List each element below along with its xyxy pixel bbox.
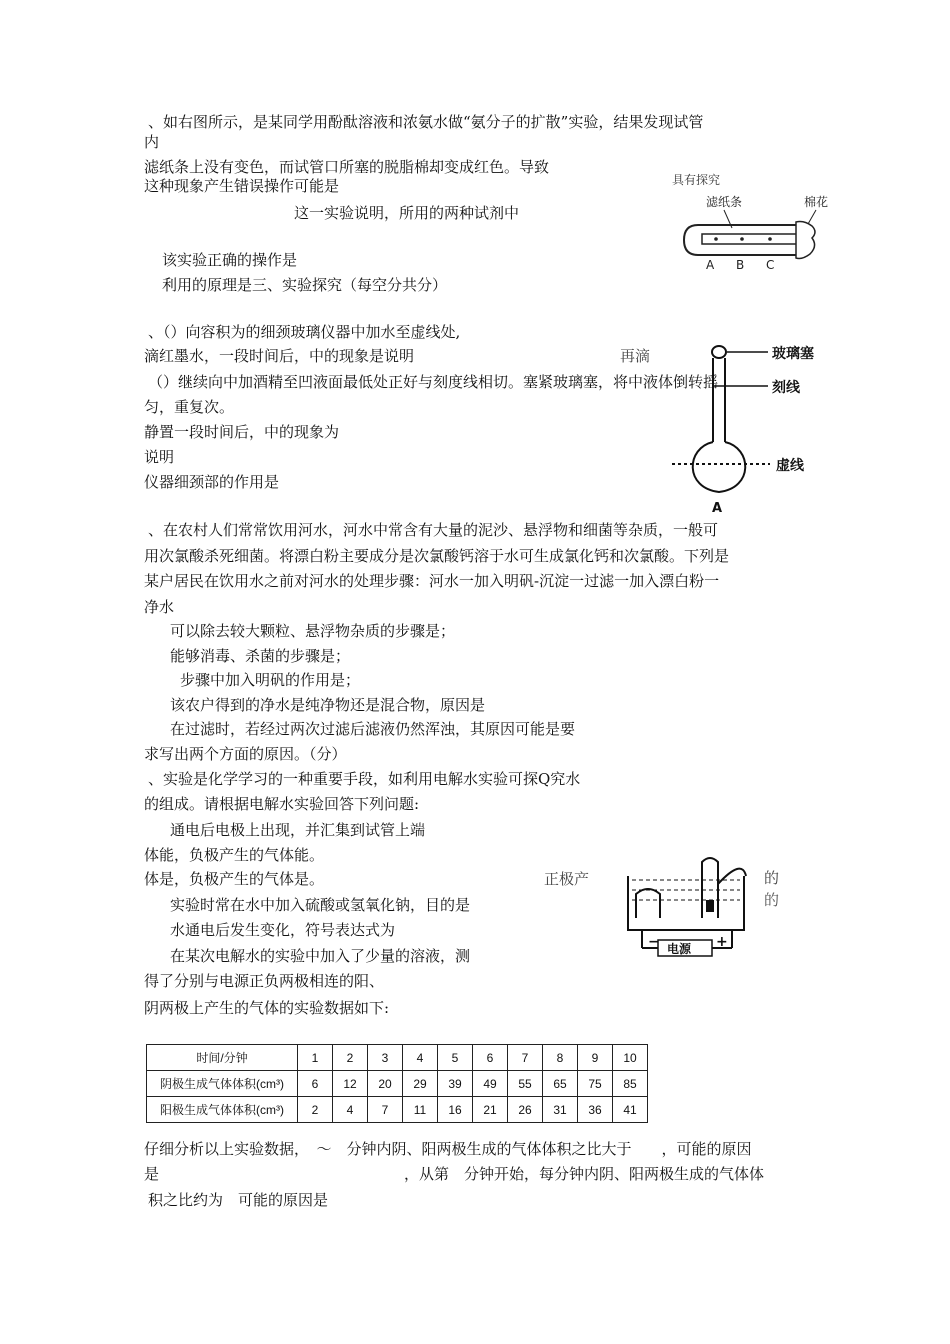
table-header-row [147, 1045, 648, 1071]
cathode-value-cell: 29 [403, 1071, 438, 1097]
flask-a-label: A [712, 501, 723, 514]
plus-sign: + [716, 934, 728, 950]
anode-value-cell: 16 [438, 1097, 473, 1123]
point-a-label: A [706, 258, 715, 272]
point-c-label: C [766, 258, 775, 272]
time-cell: 9 [578, 1045, 613, 1071]
q2-line-6: 说明 [144, 448, 175, 466]
q4-line-7: 水通电后发生变化，符号表达式为 [170, 921, 396, 939]
dashed-line-label: 虚线 [776, 458, 804, 474]
q3-line-1: 、在农村人们常常饮用河水，河水中常含有大量的泥沙、悬浮物和细菌等杂质，一般可 [148, 521, 719, 539]
time-cell: 1 [298, 1045, 333, 1071]
anode-label-cell: 阳极生成气体体积(cm³) [147, 1097, 298, 1123]
q3-line-4: 净水 [144, 598, 175, 616]
time-cell: 2 [333, 1045, 368, 1071]
q2-line-7: 仪器细颈部的作用是 [144, 473, 280, 491]
q4-line-8: 在某次电解水的实验中加入了少量的溶液，测 [170, 947, 471, 965]
anode-value-cell: 31 [543, 1097, 578, 1123]
cathode-value-cell: 39 [438, 1071, 473, 1097]
cotton-plug [796, 222, 815, 259]
q4-line-1: 、实验是化学学习的一种重要手段，如利用电解水实验可探Q究水 [148, 770, 581, 788]
time-cell: 4 [403, 1045, 438, 1071]
anode-value-cell: 36 [578, 1097, 613, 1123]
power-source-label: 电源 [667, 942, 692, 956]
flask-bulb [693, 442, 746, 492]
cathode-value-cell: 6 [298, 1071, 333, 1097]
q1-line-6: 利用的原理是三、实验探究（每空分共分） [162, 276, 448, 294]
filter-paper-label: 滤纸条 [706, 195, 743, 209]
tube-left [636, 889, 660, 918]
q2-line-2-side: 再滴 [620, 347, 651, 365]
q1-line-4: 这一实验说明，所用的两种试剂中 [294, 204, 520, 222]
q3-line-7: 步骤中加入明矾的作用是； [180, 671, 361, 689]
gas-volume-table [146, 1044, 648, 1123]
q2-line-3: （）继续向中加酒精至凹液面最低处正好与刻度线相切。塞紧玻璃塞，将中液体倒转摇 [148, 373, 719, 391]
cathode-value-cell: 49 [473, 1071, 508, 1097]
table-row [147, 1071, 648, 1097]
anode-value-cell: 26 [508, 1097, 543, 1123]
q2-line-5: 静置一段时间后，中的现象为 [144, 423, 340, 441]
q2-line-1: 、（）向容积为的细颈玻璃仪器中加水至虚线处, [148, 323, 461, 341]
q3-line-10: 求写出两个方面的原因。（分） [144, 745, 347, 763]
anode-value-cell: 2 [298, 1097, 333, 1123]
q1-line-1b: 内 [144, 133, 160, 151]
time-cell: 5 [438, 1045, 473, 1071]
cathode-value-cell: 12 [333, 1071, 368, 1097]
cathode-value-cell: 75 [578, 1071, 613, 1097]
q4-line-10: 阴两极上产生的气体的实验数据如下: [144, 999, 390, 1017]
q4-line-2: 的组成。请根据电解水实验回答下列问题: [144, 795, 420, 813]
after-line-1: 仔细分析以上实验数据， ～ 分钟内阴、阳两极生成的气体体积之比大于 ，可能的原因 [144, 1140, 752, 1158]
q1-line-2: 滤纸条上没有变色，而试管口所塞的脱脂棉却变成红色。导致 [144, 158, 550, 176]
mark-line-label: 刻线 [772, 380, 800, 396]
cathode-value-cell: 20 [368, 1071, 403, 1097]
cathode-label-cell: 阴极生成气体体积(cm³) [147, 1071, 298, 1097]
q2-line-4: 匀，重复次。 [144, 398, 235, 416]
electrolysis-figure [622, 854, 762, 960]
after-line-2b: ，从第 分钟开始，每分钟内阴、阳两极生成的气体体 [404, 1165, 765, 1183]
q3-line-3: 某户居民在饮用水之前对河水的处理步骤：河水一加入明矾-沉淀一过滤一加入漂白粉一 [144, 572, 720, 590]
anode-value-cell: 21 [473, 1097, 508, 1123]
q4-line-4: 体能，负极产生的气体能。 [144, 846, 325, 864]
minus-sign: − [648, 934, 660, 950]
time-cell: 7 [508, 1045, 543, 1071]
q3-line-5: 可以除去较大颗粒、悬浮物杂质的步骤是； [170, 622, 456, 640]
time-cell: 8 [543, 1045, 578, 1071]
test-tube [684, 225, 796, 255]
q1-line-3: 这种现象产生错误操作可能是 [144, 177, 340, 195]
test-tube-figure [666, 168, 836, 274]
glass-stopper [712, 346, 726, 358]
q2-line-2: 滴红墨水，一段时间后，中的现象是说明 [144, 347, 415, 365]
cathode-value-cell: 55 [508, 1071, 543, 1097]
q4-line-3: 通电后电极上出现，并汇集到试管上端 [170, 821, 426, 839]
q4-line-5-side: 正极产 [544, 870, 590, 888]
q3-line-2: 用次氯酸杀死细菌。将漂白粉主要成分是次氯酸钙溶于水可生成氯化钙和次氯酸。下列是 [144, 547, 730, 565]
cathode-value-cell: 65 [543, 1071, 578, 1097]
anode-value-cell: 7 [368, 1097, 403, 1123]
flask-neck [713, 358, 725, 442]
flask-figure [672, 342, 832, 514]
time-header-cell: 时间/分钟 [147, 1045, 298, 1071]
time-cell: 6 [473, 1045, 508, 1071]
q3-line-9: 在过滤时，若经过两次过滤后滤液仍然浑浊，其原因可能是要 [170, 720, 576, 738]
figure-caption: 具有探究 [672, 173, 721, 187]
q4-side-de-1: 的 [764, 869, 780, 887]
stopper-label: 玻璃塞 [772, 346, 814, 362]
time-cell: 3 [368, 1045, 403, 1071]
q4-line-6: 实验时常在水中加入硫酸或氢氧化钠，目的是 [170, 896, 471, 914]
time-cell: 10 [613, 1045, 648, 1071]
cotton-label: 棉花 [804, 195, 829, 209]
anode-value-cell: 11 [403, 1097, 438, 1123]
q4-line-5: 体是，负极产生的气体是。 [144, 870, 325, 888]
anode-value-cell: 41 [613, 1097, 648, 1123]
table-row [147, 1097, 648, 1123]
after-line-2a: 是 [144, 1165, 160, 1183]
water-trough [628, 876, 744, 930]
q4-line-9: 得了分别与电源正负两极相连的阳、 [144, 972, 385, 990]
point-b-label: B [736, 258, 745, 272]
q4-side-de-2: 的 [764, 891, 780, 909]
q1-line-5: 该实验正确的操作是 [162, 251, 298, 269]
cathode-value-cell: 85 [613, 1071, 648, 1097]
q3-line-6: 能够消毒、杀菌的步骤是； [170, 647, 351, 665]
anode-value-cell: 4 [333, 1097, 368, 1123]
q3-line-8: 该农户得到的净水是纯净物还是混合物，原因是 [170, 696, 486, 714]
after-line-3: 积之比约为 可能的原因是 [148, 1191, 329, 1209]
q1-line-1: 、如右图所示，是某同学用酚酞溶液和浓氨水做“氨分子的扩散”实验，结果发现试管 [148, 113, 704, 131]
